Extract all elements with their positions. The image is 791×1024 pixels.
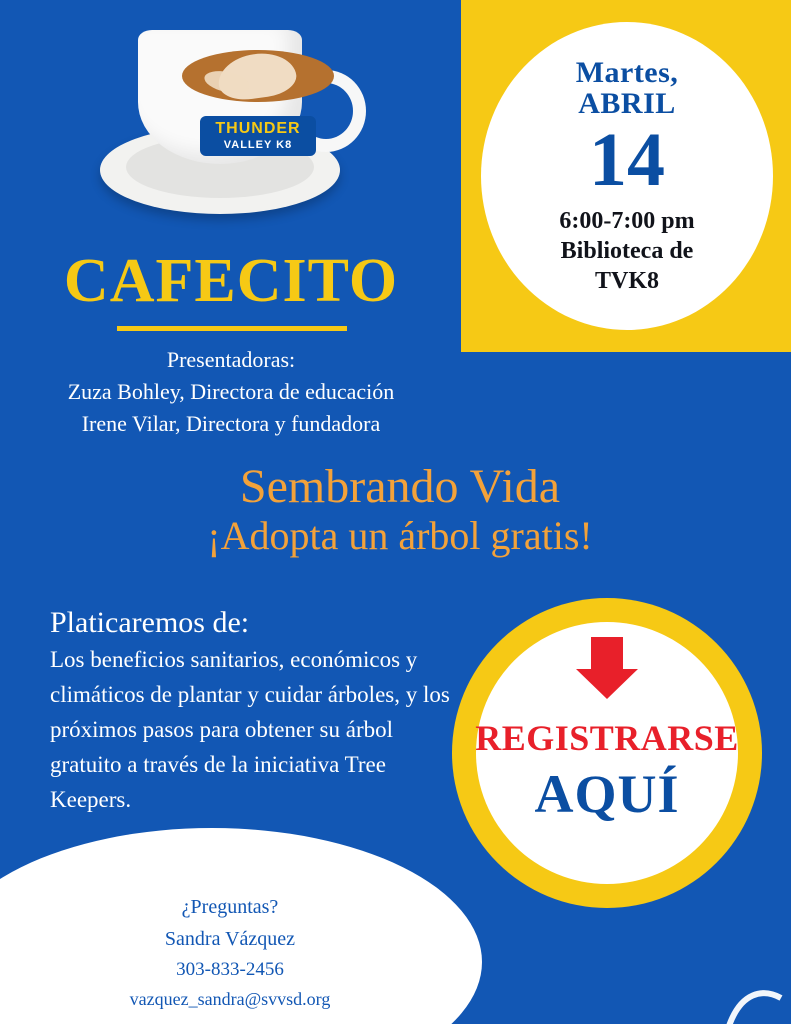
- headline-block: [60, 460, 740, 559]
- cup-logo-bottom-text: VALLEY K8: [223, 139, 293, 151]
- headline-line-2: ¡Adopta un árbol gratis!: [207, 512, 593, 558]
- register-button[interactable]: [452, 598, 762, 908]
- cup-logo-top-text: THUNDER: [215, 120, 301, 137]
- contact-email[interactable]: vazquez_sandra@svvsd.org: [129, 989, 331, 1010]
- title-underline-divider: [117, 326, 347, 331]
- presenters-label: Presentadoras:: [166, 347, 296, 372]
- arrow-shaft-shape: [591, 637, 623, 671]
- event-place-line1: Biblioteca de: [560, 237, 694, 264]
- register-inner-circle[interactable]: [476, 622, 738, 884]
- date-circle: [481, 22, 773, 330]
- corner-logo-icon: [723, 982, 783, 1024]
- page-title: CAFECITO: [63, 247, 399, 315]
- register-here-label: AQUÍ: [534, 764, 680, 824]
- date-month: ABRIL: [578, 87, 676, 120]
- contact-block: [40, 891, 420, 1014]
- contact-questions: ¿Preguntas?: [181, 895, 279, 918]
- cup-body-shape: [138, 30, 302, 164]
- corner-swoosh-icon: [723, 982, 783, 1024]
- topic-label: Platicaremos de:: [50, 606, 250, 639]
- presenter-1: Zuza Bohley, Directora de educación: [67, 378, 395, 404]
- register-label: REGISTRARSE: [475, 718, 739, 758]
- presenters-block: [0, 344, 462, 440]
- coffee-crema: [182, 50, 334, 102]
- headline-line-1: Sembrando Vida: [239, 460, 561, 513]
- presenter-2: Irene Vilar, Directora y fundadora: [81, 410, 381, 436]
- date-weekday: Martes,: [575, 55, 679, 89]
- date-day: 14: [589, 117, 665, 202]
- coffee-cup-image: [100, 8, 340, 238]
- event-time: 6:00-7:00 pm: [559, 207, 695, 234]
- event-place-line2: TVK8: [594, 267, 659, 294]
- contact-name: Sandra Vázquez: [164, 927, 296, 950]
- arrow-head-shape: [576, 669, 638, 699]
- cup-school-logo: [200, 116, 316, 156]
- topic-body-text: Los beneficios sanitarios, económicos y climáticos de plantar y cuidar árboles, y los próximos pasos para obtener su árbol gratuito a través de la iniciativa Tree Keepers.: [50, 647, 450, 812]
- contact-phone[interactable]: 303-833-2456: [176, 958, 284, 980]
